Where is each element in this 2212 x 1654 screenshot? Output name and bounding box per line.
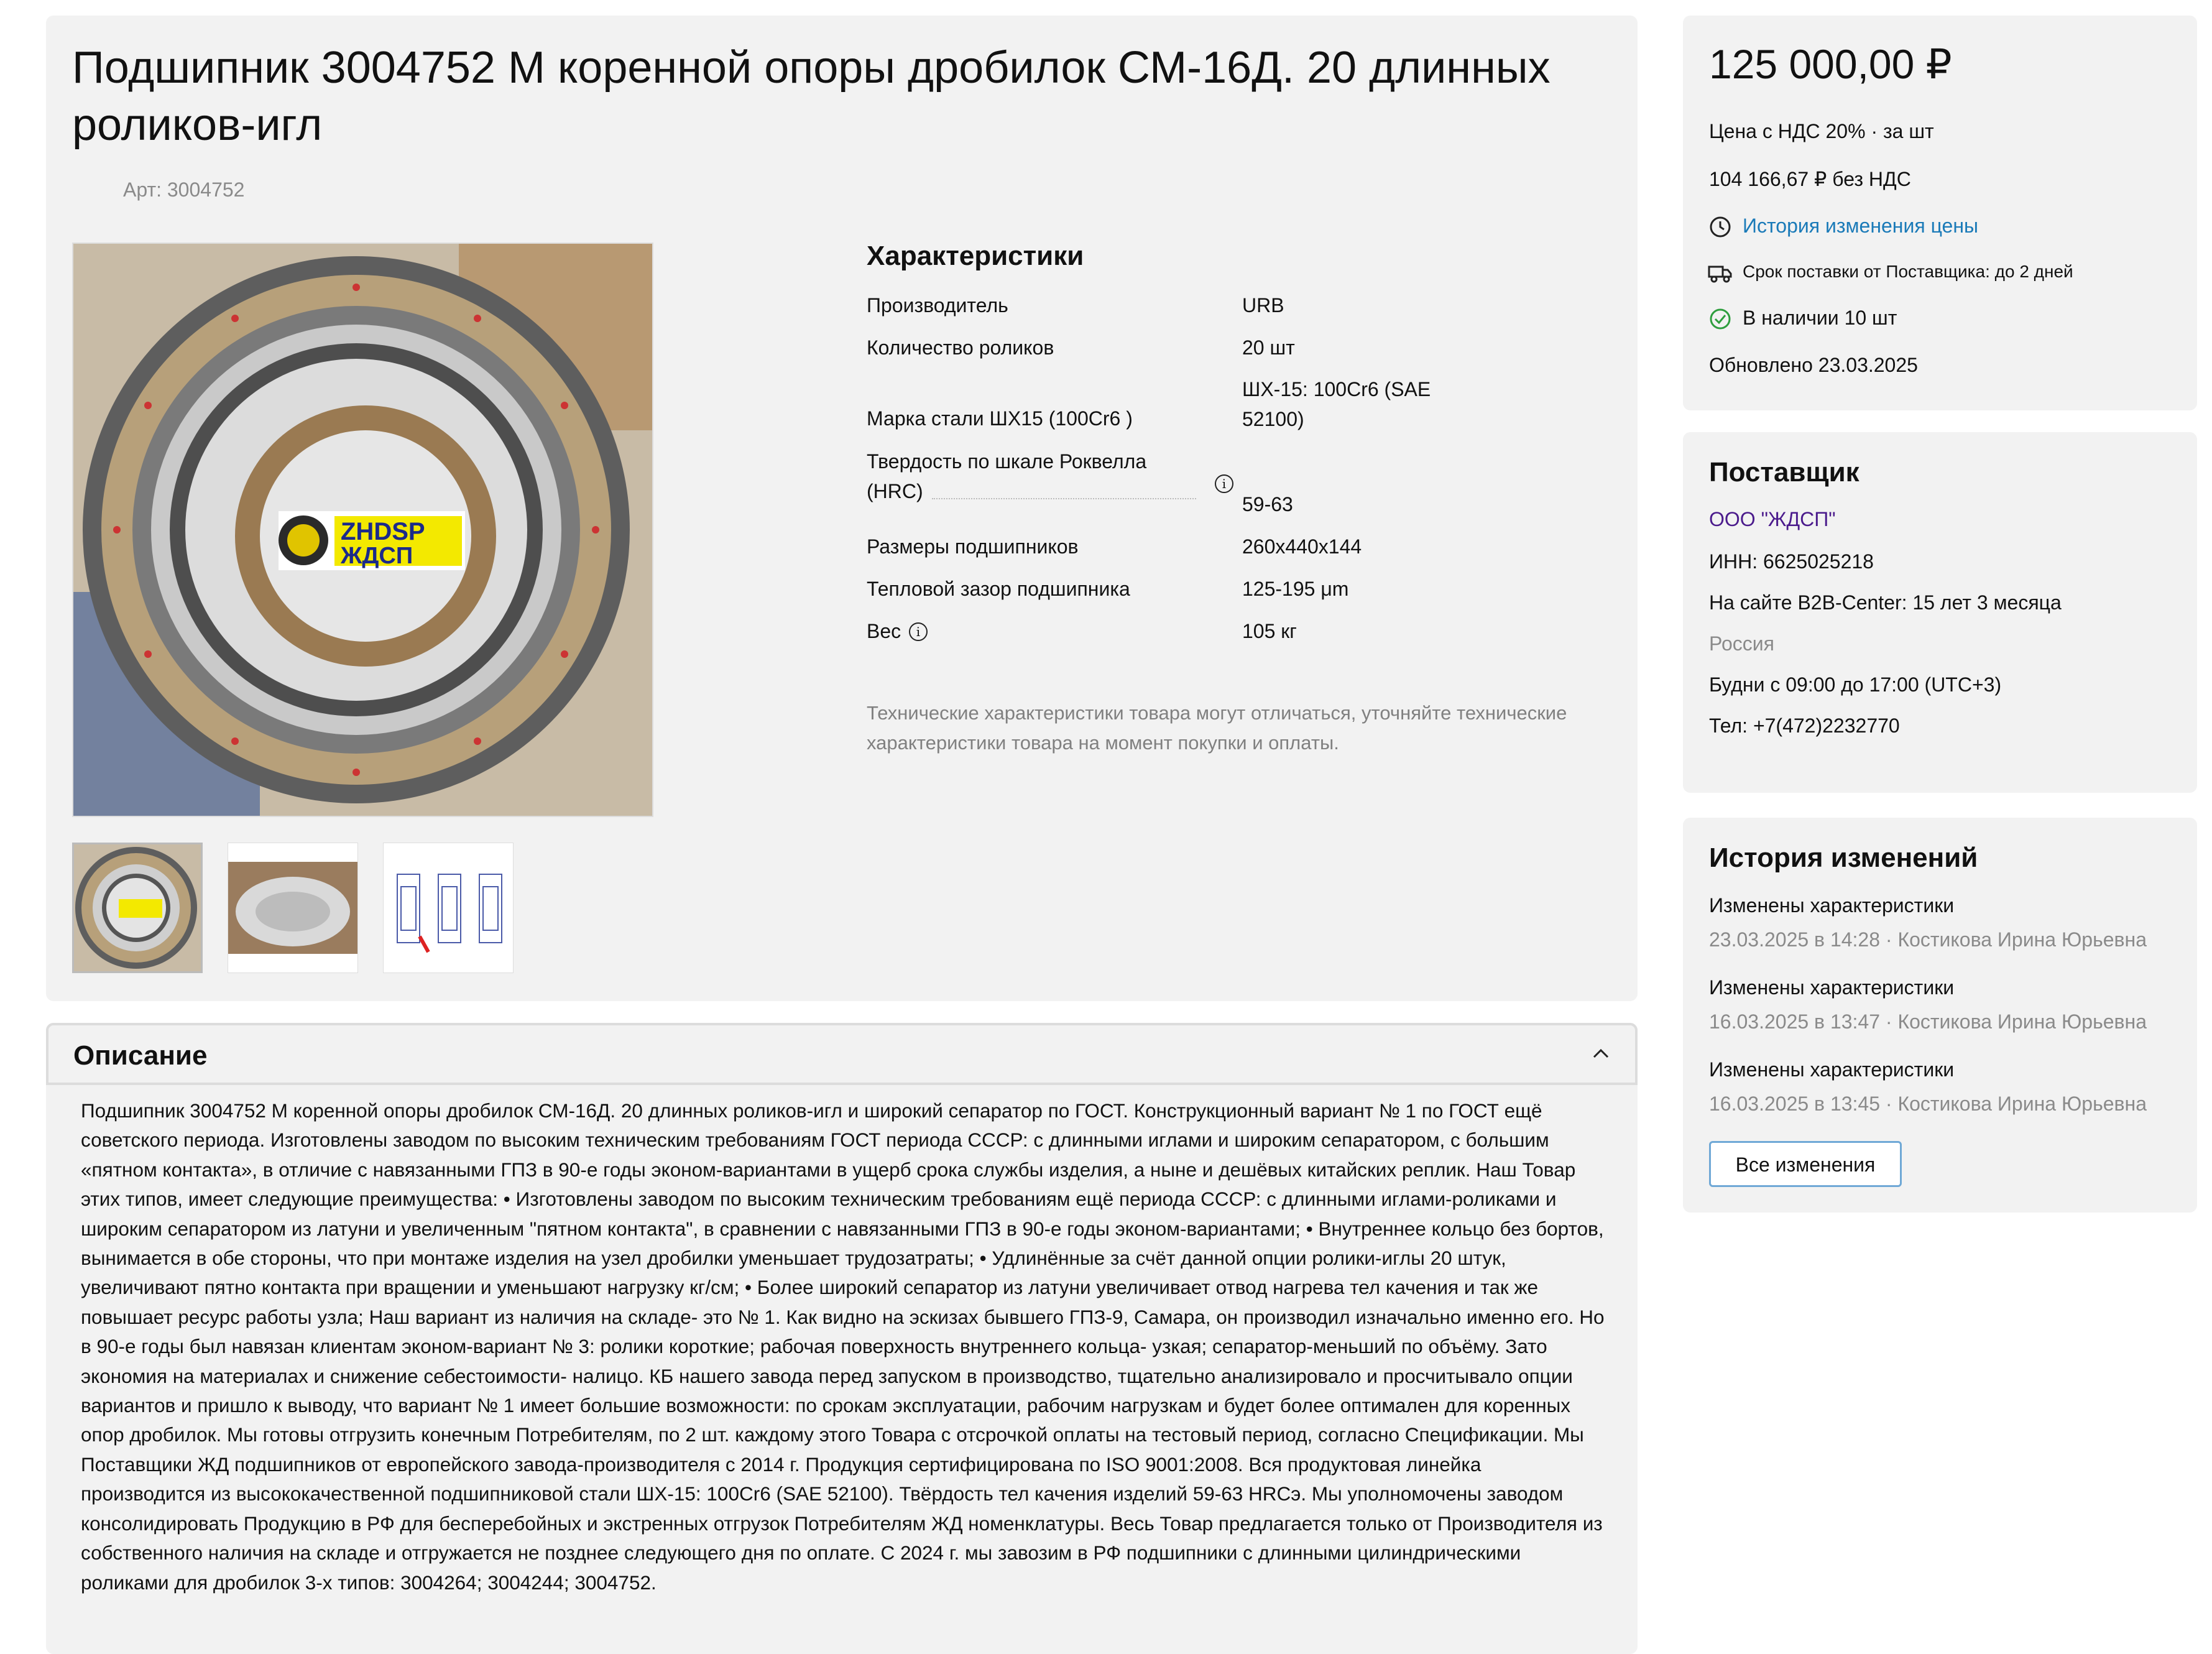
history-item-meta: 23.03.2025 в 14:28 · Костикова Ирина Юрьевна: [1709, 928, 2147, 951]
supplier-phone: Тел: +7(472)2232770: [1709, 714, 1900, 737]
price-history-link[interactable]: История изменения цены: [1743, 215, 1978, 237]
spec-value-hardness: 59-63: [1242, 493, 1293, 515]
product-article: Арт: 3004752: [123, 178, 245, 201]
product-thumbnail-1[interactable]: [72, 843, 203, 973]
spec-label-steel: Марка стали ШХ15 (100Cr6 ): [867, 407, 1133, 430]
supplier-since: На сайте B2B-Center: 15 лет 3 месяца: [1709, 591, 2062, 614]
thumbnail-bearing-image: [74, 844, 201, 971]
product-title: Подшипник 3004752 М коренной опоры дробилок СМ-16Д. 20 длинных роликов-игл: [72, 43, 1551, 150]
history-item-title: Изменены характеристики: [1709, 894, 1955, 917]
spec-label-clearance: Тепловой зазор подшипника: [867, 578, 1130, 600]
supplier-hours: Будни с 09:00 до 17:00 (UTC+3): [1709, 673, 2002, 696]
supplier-country: Россия: [1709, 632, 1774, 655]
info-icon[interactable]: i: [909, 622, 928, 641]
thumbnail-drawing-image: [384, 843, 513, 973]
spec-hardness-underline: [932, 498, 1196, 499]
specs-title: Характеристики: [867, 241, 1084, 271]
spec-value-steel: ШХ-15: 100Cr6 (SAE 52100): [1242, 378, 1431, 430]
logo-text-2: ЖДСП: [341, 543, 413, 569]
product-main-image[interactable]: [72, 243, 653, 817]
thumbnail-package-image: [228, 843, 357, 973]
product-panel: [46, 16, 1638, 1001]
info-icon[interactable]: i: [1215, 474, 1233, 493]
bearing-photo: [73, 244, 653, 817]
supplier-title: Поставщик: [1709, 457, 1859, 487]
price-value: 125 000,00 ₽: [1709, 41, 1952, 87]
clock-icon: [1709, 216, 1731, 241]
spec-value-weight: 105 кг: [1242, 620, 1297, 642]
supplier-panel: [1683, 432, 2197, 793]
spec-value-rollers: 20 шт: [1242, 336, 1295, 359]
specs-disclaimer: Технические характеристики товара могут отличаться, уточняйте технические характеристики товара на момент покупки и оплаты.: [867, 702, 1567, 754]
spec-label-rollers: Количество роликов: [867, 336, 1054, 359]
supplier-inn: ИНН: 6625025218: [1709, 550, 1874, 573]
spec-value-manufacturer: URB: [1242, 294, 1284, 316]
truck-icon: [1708, 262, 1733, 287]
history-item-title: Изменены характеристики: [1709, 1058, 1955, 1081]
supplier-name-link[interactable]: ООО "ЖДСП": [1709, 508, 1836, 530]
all-changes-button[interactable]: Все изменения: [1709, 1141, 1902, 1187]
history-item-meta: 16.03.2025 в 13:45 · Костикова Ирина Юрьевна: [1709, 1093, 2147, 1115]
product-thumbnail-2[interactable]: [228, 843, 358, 973]
history-item-title: Изменены характеристики: [1709, 976, 1955, 999]
spec-label-manufacturer: Производитель: [867, 294, 1008, 316]
spec-value-dimensions: 260x440x144: [1242, 535, 1362, 558]
updated-date: Обновлено 23.03.2025: [1709, 354, 1918, 376]
history-title: История изменений: [1709, 843, 1978, 873]
logo-text-1: ZHDSP: [341, 518, 425, 545]
stock-status: В наличии 10 шт: [1743, 307, 1897, 329]
description-title: Описание: [73, 1040, 208, 1071]
spec-label-hardness: Твердость по шкале Роквелла (HRC): [867, 450, 1147, 502]
chevron-up-icon[interactable]: [1590, 1043, 1611, 1071]
price-panel: [1683, 16, 2197, 410]
spec-label-dimensions: Размеры подшипников: [867, 535, 1079, 558]
description-header[interactable]: [46, 1023, 1638, 1085]
product-thumbnail-3[interactable]: [383, 843, 514, 973]
history-item-meta: 16.03.2025 в 13:47 · Костикова Ирина Юрьевна: [1709, 1010, 2147, 1033]
delivery-term: Срок поставки от Поставщика: до 2 дней: [1743, 262, 2073, 281]
price-vat-note: Цена с НДС 20% · за шт: [1709, 120, 1934, 142]
spec-label-weight: Вес: [867, 620, 901, 642]
check-circle-icon: [1709, 308, 1731, 333]
history-panel: [1683, 818, 2197, 1213]
spec-value-clearance: 125-195 μm: [1242, 578, 1349, 600]
description-text: Подшипник 3004752 М коренной опоры дробилок СМ-16Д. 20 длинных роликов-игл и широкий сепаратор по ГОСТ. Конструкционный вариант № 1 по ГОСТ ещё советского периода. Изготовлены заводом по высоким техническим требованиям ГОСТ периода СССР: с длинными иглами и широким сепаратором, с большим «пятном контакта», в отличие с навязанными ГПЗ в 90-е годы эконом-вариантами в ущерб срока службы изделия, а ныне и дешёвых китайских реплик. Наш Товар этих типов, имеет следующие преимущества: • Изготовлены заводом по высоким техническим требованиям ещё периода СССР: с длинными иглами-роликами и широким сепаратором из латуни и увеличенным "пятном контакта", в сравнении с навязанными ГПЗ в 90-е годы эконом-вариантами; • Внутреннее кольцо без бортов, вынимается в обе стороны, что при монтаже изделия на узел дробилки уменьшает трудозатраты; • Удлинённые за счёт данной опции ролики-иглы 20 штук, увеличивают пятно контакта при вращении и уменьшают нагрузку кг/см; • Более широкий сепаратор из латуни увеличивает отвод нагрева тел качения и так же повышает ресурс работы узла; Наш вариант из наличия на складе- это № 1. Как видно на эскизах бывшего ГПЗ-9, Самара, он производил изначально именно его. Но в 90-е годы был навязан клиентам эконом-вариант № 3: ролики короткие; рабочая поверхность внутреннего кольца- узкая; сепаратор-меньший по объёму. Зато экономия на материалах и снижение себестоимости- налицо. КБ нашего завода перед запуском в производство, тщательно анализировало и просчитывало опции вариантов и пришло к выводу, что вариант № 1 имеет большие возможности: по срокам эксплуатации, рабочим нагрузкам и будет более оптимален для коренных опор дробилок. Мы готовы отгрузить конечным Потребителям, по 2 шт. каждому этого Товара с отсрочкой оплаты на тестовый период, согласно Спецификации. Мы Поставщики ЖД подшипников от европейского завода-производителя с 2014 г. Продукция сертифицирована по ISO 9001:2008. Вся продуктовая линейка производится из высококачественной подшипниковой стали ШХ-15: 100Cr6 (SAE 52100). Твёрдость тел качения изделий 59-63 HRCэ. Мы уполномочены заводом консолидировать Продукцию в РФ для бесперебойных и экстренных отгрузок Потребителям ЖД номенклатуры. Весь Товар предлагается только от Производителя из собственного наличия на складе и отгружается не позднее следующего дня по оплате. С 2024 г. мы завозим в РФ подшипники с длинными цилиндрическими роликами для дробилок 3-х типов: 3004264; 3004244; 3004752.: [81, 1099, 1605, 1594]
description-panel: [46, 1023, 1638, 1654]
price-without-vat: 104 166,67 ₽ без НДС: [1709, 168, 1911, 190]
